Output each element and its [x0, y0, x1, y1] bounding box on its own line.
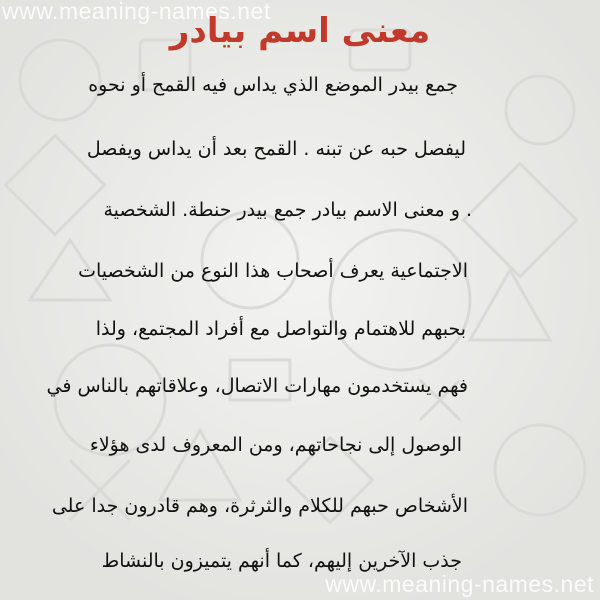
- text-line: الأشخاص حبهم للكلام والثرثرة، وهم قادرون جدا على: [51, 495, 468, 517]
- text-line: الاجتماعية يعرف أصحاب هذا النوع من الشخصيات: [78, 260, 468, 282]
- watermark-bottom: www.meaning-names.net: [325, 571, 594, 597]
- text-line: فهم يستخدمون مهارات الاتصال، وعلاقاتهم بالناس في: [46, 375, 468, 397]
- text-line: الوصول إلى نجاحاتهم، ومن المعروف لدى هؤلاء: [89, 434, 462, 456]
- text-line: ليفصل حبه عن تبنه . القمح بعد أن يداس ويفصل: [86, 138, 466, 160]
- text-line: جمع بيدر الموضع الذي يداس فيه القمح أو نحوه: [88, 74, 458, 96]
- page-title: معنى اسم بيادر: [169, 11, 431, 51]
- text-line: بحبهم للاهتمام والتواصل مع أفراد المجتمع، ولذا: [95, 318, 466, 340]
- text-line: . و معنى الاسم بيادر جمع بيدر حنطة. الشخصية: [103, 199, 472, 221]
- text-line: جذب الآخرين إليهم، كما أنهم يتميزون بالنشاط: [101, 550, 462, 572]
- watermark-top: www.meaning-names.net: [2, 0, 271, 24]
